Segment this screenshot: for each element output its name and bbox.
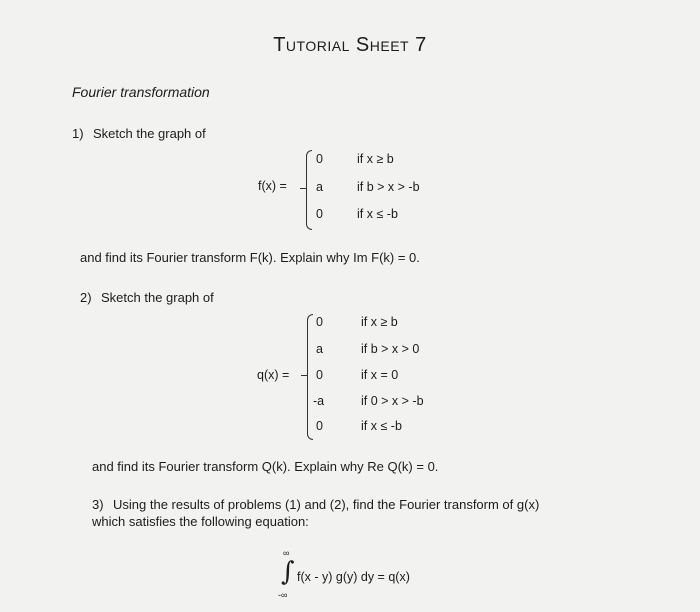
problem-3-text-line-2: which satisfies the following equation: xyxy=(92,514,309,529)
problem-2-intro: Sketch the graph of xyxy=(101,290,214,305)
q-case-value-5: 0 xyxy=(316,419,323,433)
f-case-value-1: 0 xyxy=(316,152,323,166)
f-case-condition-1: if x ≥ b xyxy=(357,152,394,166)
problem-2-number: 2) xyxy=(80,290,92,305)
f-case-condition-2: if b > x > -b xyxy=(357,180,420,194)
section-subtitle: Fourier transformation xyxy=(72,84,210,100)
q-case-condition-2: if b > x > 0 xyxy=(361,342,420,356)
f-case-value-3: 0 xyxy=(316,207,323,221)
f-brace-tip xyxy=(300,188,306,189)
f-cases-brace xyxy=(306,150,312,230)
integral-lower-limit: -∞ xyxy=(278,590,288,600)
problem-3-text-line-1: Using the results of problems (1) and (2), find the Fourier transform of g(x) xyxy=(113,497,540,512)
problem-1-number: 1) xyxy=(72,126,84,141)
q-case-condition-3: if x = 0 xyxy=(361,368,399,382)
f-function-label: f(x) = xyxy=(258,179,287,193)
q-case-value-4: -a xyxy=(313,394,325,408)
problem-2-outro: and find its Fourier transform Q(k). Explain why Re Q(k) = 0. xyxy=(92,459,439,474)
q-case-value-2: a xyxy=(316,342,323,356)
q-function-label: q(x) = xyxy=(257,368,290,382)
problem-3-number: 3) xyxy=(92,497,104,512)
q-brace-tip xyxy=(301,375,307,376)
integral-upper-limit: ∞ xyxy=(283,548,290,558)
problem-1-intro: Sketch the graph of xyxy=(93,126,206,141)
q-case-value-3: 0 xyxy=(316,368,323,382)
q-case-value-1: 0 xyxy=(316,315,323,329)
integral-sign: ∫ xyxy=(281,557,295,587)
problem-1-outro: and find its Fourier transform F(k). Explain why Im F(k) = 0. xyxy=(80,250,420,265)
f-case-condition-3: if x ≤ -b xyxy=(357,207,398,221)
q-case-condition-1: if x ≥ b xyxy=(361,315,398,329)
page-title: Tutorial Sheet 7 xyxy=(273,34,427,56)
q-case-condition-5: if x ≤ -b xyxy=(361,419,402,433)
integral-equation: f(x - y) g(y) dy = q(x) xyxy=(297,570,410,584)
q-case-condition-4: if 0 > x > -b xyxy=(361,394,424,408)
q-cases-brace xyxy=(307,314,313,440)
f-case-value-2: a xyxy=(316,180,323,194)
